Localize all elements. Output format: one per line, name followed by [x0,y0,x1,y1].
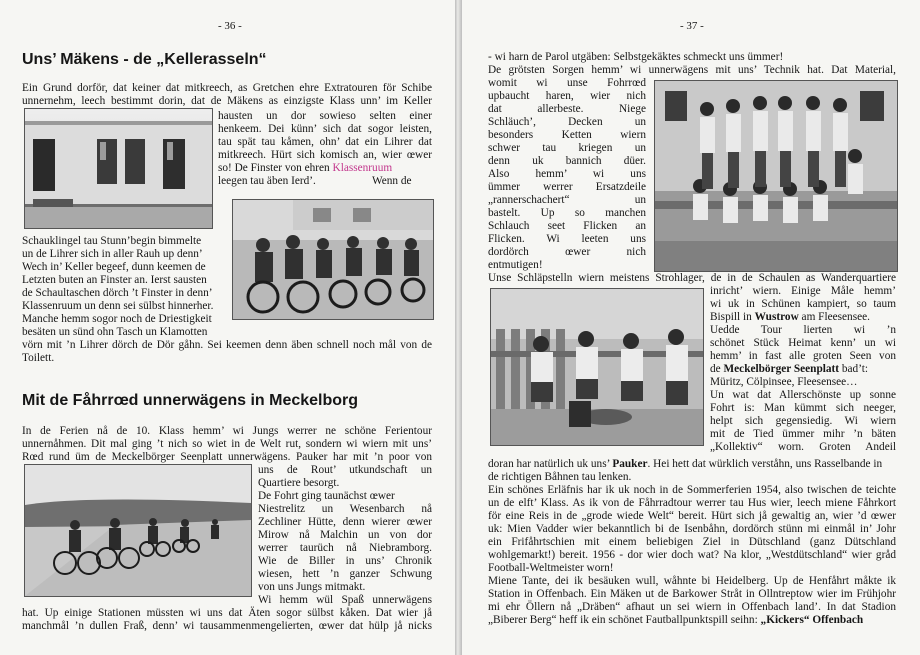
text-run: de [710,363,724,375]
text-line: werrer taurüch nå Niebramborg. [258,542,432,554]
text-line: tau spät tau kåmen, ohn’ dat ein Lihrer dat [218,136,432,148]
text-line [710,363,868,376]
photo-group-boys [654,80,898,272]
text-line: Wie de Biller in uns’ Chronik [258,555,432,567]
text-line: Schläuch’, Decken un [488,116,646,128]
pauker-name: Pauker [612,458,648,470]
text-line [710,311,870,324]
text-line: „Kollektiv“ worn. Groten Andeil [710,441,896,453]
text-line: „rannerschachert“ un [488,194,646,206]
text-line: schönet Stück Heimat kenn’ un wi [710,337,896,349]
photo-girls-bicycles [232,199,434,320]
text-run: am Fleesensee. [798,311,870,323]
text-line: Flicken. Wi leeten uns [488,233,646,245]
photo-washing [490,288,704,446]
text-line: vörn mit ’n Lihrer dörch de Dör gåhn. Sei keemen denn äben schnell noch mål von de [22,339,432,351]
text-line: Uedde Tour lierten wi ’n [710,324,896,336]
text-run: „Biberer Berg“ heff ik ein schönet Fautballpunktspill seihn: [488,614,761,626]
text-line: de richtigen Båhnen tau lenken. [488,471,632,483]
text-line: Quartiere besorgt. [258,477,340,489]
text-line: Wi hemm wül Spaß unnerwägens [258,594,432,606]
text-run: so! De Finster von ehren [218,162,330,174]
text-run: . Hei hett dat würklich verståhn, uns Rasselbande in [647,458,883,470]
text-line: besonders Ketten wiern [488,129,646,141]
text-line: bastelt. Up so manchen [488,207,646,219]
text-line: schwer tau kriegen un [488,142,646,154]
text-line: för eine Reis in de „grode wiede Welt“ bereit. Hürt sich jå gewaltig an, wier ’d œwer [488,510,896,522]
text-line: unnernehm, leech bestimmt dorin, dat de Mäkens as einzigste Klass unn’ im Keller [22,95,432,107]
photo-school-building [24,108,213,229]
place-seenplatt: Meckelbörger Seenplatt [723,363,840,375]
text-line: hemm’ in fast alle groten Seen von [710,350,896,362]
photo-cyclists-road [24,464,252,597]
text-line: womit wi unse Fohrrœd [488,77,646,89]
text-line: Schauklingel tau Stunn’begin bimmelte [22,235,202,247]
page-number: - 37 - [680,20,704,32]
text-line [218,162,392,175]
text-line: - wi harn de Parol utgäben: Selbstgekäktes schmeckt uns ümmer! [488,51,784,63]
text-line: mitkreech. Hürt sich komisch an, wier œwer [218,149,432,161]
section-heading: Mit de Fåhrrœd unnerwägens in Meckelborg [22,392,359,409]
text-line: Ein schönes Erläfnis har ik uk noch in de Sommerferien 1954, also twischen de teichte [488,484,896,496]
text-line: Wenn de [372,175,412,187]
text-line: Station in Offenbach. Ein Mäken ut de Barkower Stråt in Ollntreptow wier im Frühjohr [488,588,896,600]
text-line: dordörch œwer nich [488,246,646,258]
text-line: hausten un dor sowieso selten einer [218,110,432,122]
klassenruum-link[interactable]: Klassenruum [332,162,393,174]
text-line: un de Lihrer sich in aller Rauh up denn’ [22,248,203,260]
text-line: leegen tau äben Ierd’. [218,175,316,187]
text-line: ein Frifåhrtschien mit einem beliebigen Ziel in Dütschland (ganz Dütschland [488,536,896,548]
text-line: mi ehr Öllern nå „Dräben“ afhaut un sei wiern in Offenbach land’. In dat Stadion [488,601,896,613]
text-line: hat. Up einige Stationen müssten wi uns dat Äten sogor sülbst kåken. Dat wier jå [22,607,432,619]
text-line: Also hemm’ wi uns [488,168,646,180]
place-wustrow: Wustrow [754,311,799,323]
text-line: inricht’ wiern. Einige Måle hemm’ [710,285,896,297]
text-line: denn uk bannich düer. [488,155,646,167]
text-line: besäten un sünd ohn Tasch un Klamotten [22,326,208,338]
text-line: Fohrt is: Man kümmt sich neeger, [710,402,896,414]
text-line: Ein Grund dorför, dat keiner dat mitkreech, as Gretchen ehre Extratouren för Schibe [22,82,432,94]
text-line: de Schaultaschen dörch ’t Finster in denn’ [22,287,213,299]
text-line: De Fohrt ging taunächst œwer [258,490,395,502]
text-line: Unse Schläpstelln wiern meistens Strohlager, de in de Schaulen as Wanderquartiere [488,272,896,284]
text-line: ümmer werrer Ersatzdeile [488,181,646,193]
text-line: Schlauch seet Flicken an [488,220,646,232]
section-heading: Uns’ Mäkens - de „Kellerasseln“ [22,51,267,68]
text-line: Zechliner Hütte, denn wierer œwer [258,516,432,528]
text-line: Letzten buten an Finster an. Ierst sausten [22,274,207,286]
text-line: Rœd rund üm de Meckelbörger Seenplatt unnerwägens. Pauker har mit ’n poor von [22,451,432,463]
text-line: uk: Mien Vadder wier bekanntlich bi de Isenbåhn, dordörch stünn mi einmål in’ Johr [488,523,896,535]
text-line: dat allerbeste. Niege [488,103,646,115]
text-line: Wech in’ Keller begeef, dunn keemen de [22,261,206,273]
page-left [0,0,455,655]
text-run: bad’t: [839,363,869,375]
text-line: wiesen, hett ’n ganzer Schwung [258,568,432,580]
text-line: Mirow nå Malchin un von dor [258,529,432,541]
page-right [462,0,920,655]
text-line: uns de Rout’ utkundschaft un [258,464,432,476]
text-line: entmutigen! [488,259,543,271]
club-kickers: „Kickers“ Offenbach [760,614,864,626]
text-line: helpt sich gegensiedig. Wi wiern [710,415,896,427]
text-line: Niestrelitz un Wesenbarch nå [258,503,432,515]
page-number: - 36 - [218,20,242,32]
text-line: Toilett. [22,352,55,364]
text-line: Müritz, Cölpinsee, Fleesensee… [710,376,858,388]
text-line [488,458,882,471]
text-line: upbaucht haren, wier nich [488,90,646,102]
text-run: doran har natürlich uk uns’ [488,458,613,470]
text-line: Miene Tante, dei ik besäuken wull, wåhnte bi Heidelberg. Up de Henfåhrt måkte ik [488,575,896,587]
text-line: Football-Weltmeister worn! [488,562,614,574]
text-line: De grötsten Sorgen hemm’ wi unnerwägens mit uns’ Technik hat. Dat Material, [488,64,896,76]
text-line: Klassenruum un denn sei sülbst hinnerher. [22,300,214,312]
text-run: Bispill in [710,311,755,323]
text-line: wi uk in Schünen kampiert, so taum [710,298,896,310]
text-line: henkeem. Dei künn’ sich dat sogor leisten, [218,123,432,135]
text-line: manchmål ’n dullen Fraß, denn’ wi tausammenmengelierten, œwer dat hülp jå nicks [22,620,432,632]
text-line: Un wat dat Allerschönste up sonne [710,389,896,401]
text-line: Manche hemm sogor noch de Driestigkeit [22,313,212,325]
text-line: unnernåhmen. Dit mal ging ’t nich so wiet in de Welt rut, sondern wi wiern mit uns’ [22,438,432,450]
text-line: wohlgemarkt!) bereit. 1956 - dor wier doch wat? Na klor, „Westdütschland“ wier gråd [488,549,896,561]
text-line: un de elft’ Klass. As ik von de Fåhrradtour werrer tau Hus wier, leech miene Fåhrkort [488,497,896,509]
text-line: In de Ferien nå de 10. Klass hemm’ wi Jungs werrer ne schöne Ferientour [22,425,432,437]
text-line: mit de Tied ümmer mihr ’n bäten [710,428,896,440]
text-line [488,614,863,627]
text-line: von uns Jungs mitmakt. [258,581,366,593]
book-gutter [455,0,462,655]
